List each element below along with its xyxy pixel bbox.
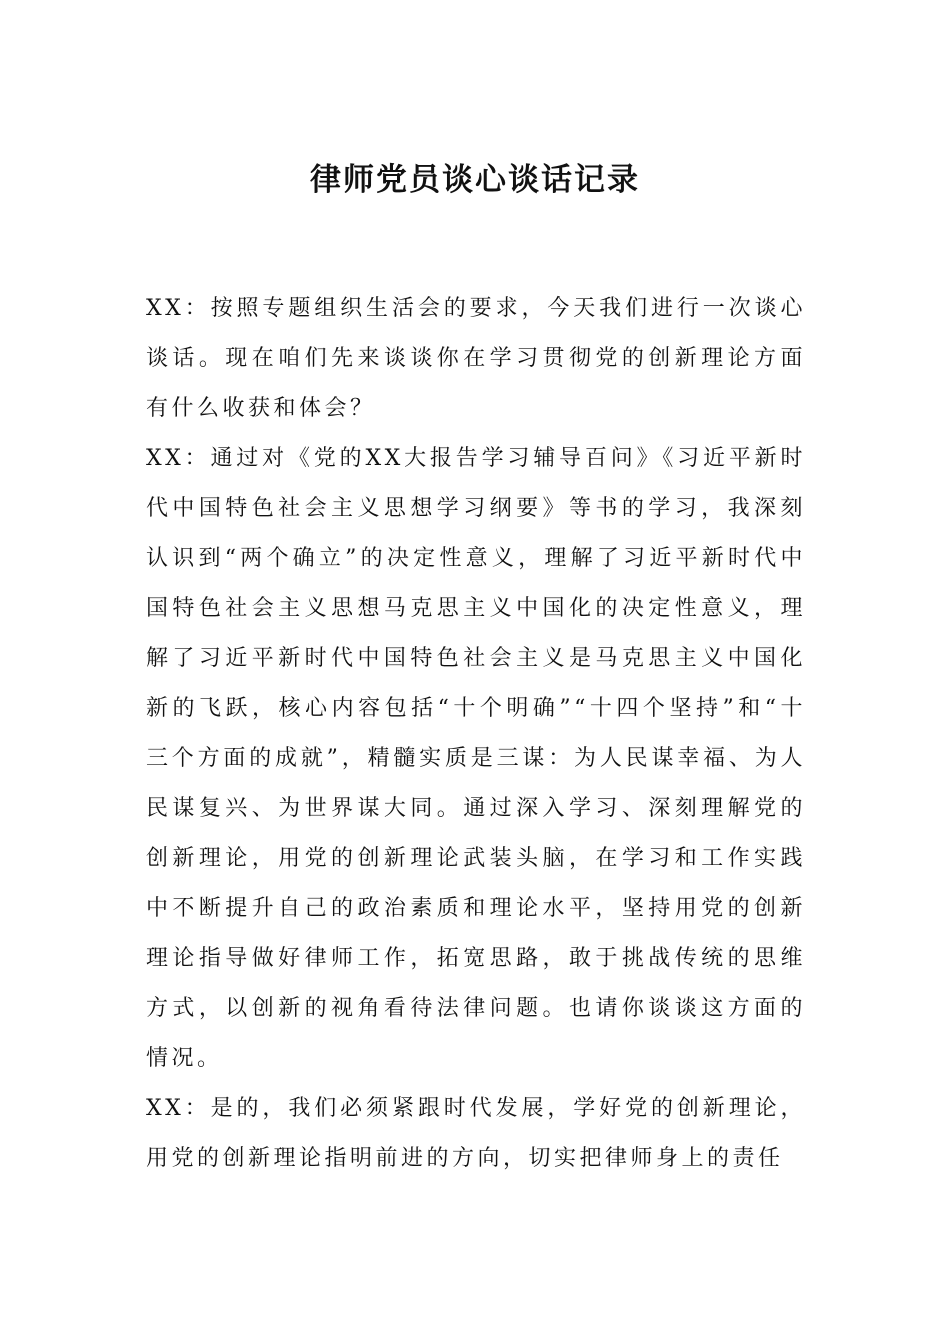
paragraph-2: XX：通过对《党的XX大报告学习辅导百问》《习近平新时代中国特色社会主义思想学习纲要》等书的学习，我深刻认识到“两个确立”的决定性意义，理解了习近平新时代中国特色社会主义思想马克思主义中国化的决定性意义，理解了习近平新时代中国特色社会主义是马克思主义中国化新的飞跃，核心内容包括“十个明确”“十四个坚持”和“十三个方面的成就”，精髓实质是三谋：为人民谋幸福、为人民谋复兴、为世界谋大同。通过深入学习、深刻理解党的创新理论，用党的创新理论武装头脑，在学习和工作实践中不断提升自己的政治素质和理论水平，坚持用党的创新理论指导做好律师工作，拓宽思路，敢于挑战传统的思维方式，以创新的视角看待法律问题。也请你谈谈这方面的情况。 xyxy=(146,446,806,1071)
document-title: 律师党员谈心谈话记录 xyxy=(310,162,640,198)
paragraph-1: XX：按照专题组织生活会的要求，今天我们进行一次谈心谈话。现在咱们先来谈谈你在学习贯彻党的创新理论方面有什么收获和体会？ xyxy=(146,296,806,421)
document-body xyxy=(146,284,806,1184)
paragraph-3: XX：是的，我们必须紧跟时代发展，学好党的创新理论，用党的创新理论指明前进的方向，切实把律师身上的责任 xyxy=(146,1096,806,1171)
